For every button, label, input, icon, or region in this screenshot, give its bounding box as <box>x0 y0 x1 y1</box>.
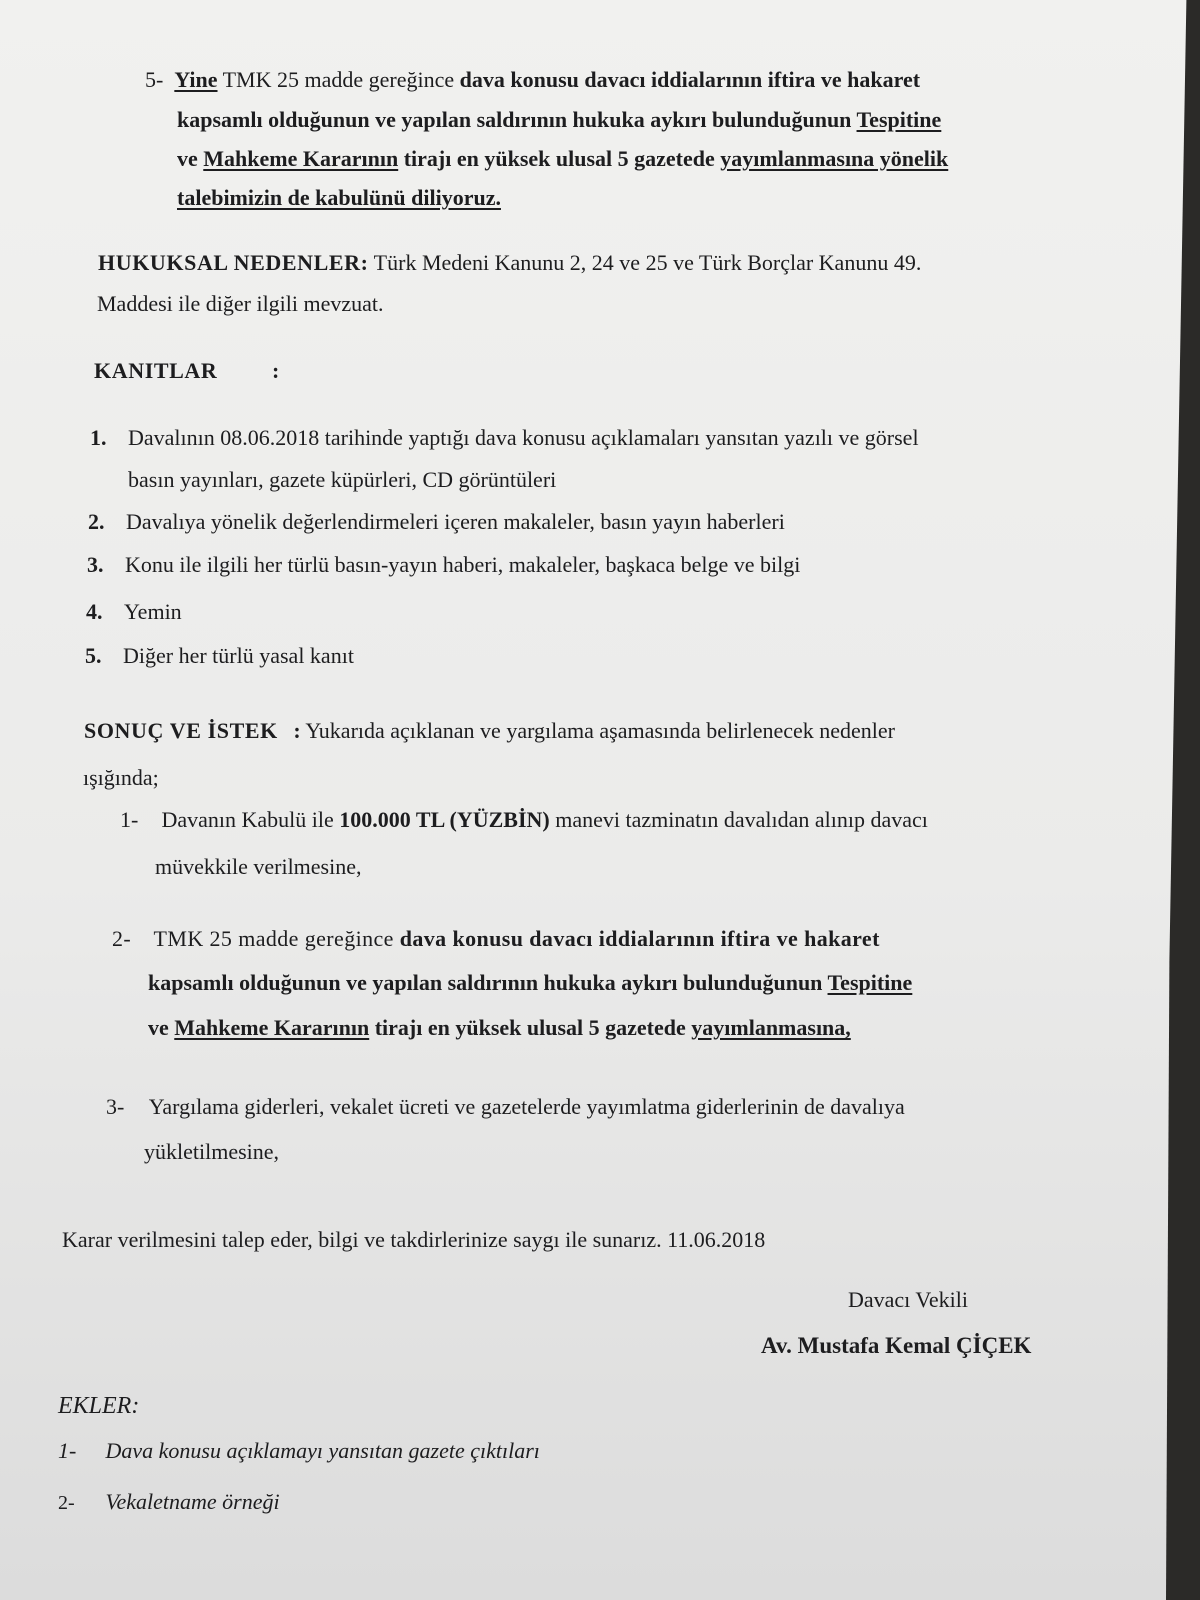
item5-l3-ve: ve <box>177 146 204 171</box>
item5-line1 <box>145 66 920 94</box>
result-request-3-number: 3- <box>106 1094 125 1119</box>
result-request-2-line3 <box>148 1014 851 1042</box>
legal-reasons-text: Türk Medeni Kanunu 2, 24 ve 25 ve Türk Borçlar Kanunu 49. <box>368 250 922 275</box>
item5-l1-bold: dava konusu davacı iddialarının iftira ve hakaret <box>459 67 921 92</box>
result-request-1 <box>120 806 928 834</box>
signature-name: Av. Mustafa Kemal ÇİÇEK <box>761 1333 1032 1358</box>
legal-reasons-line1 <box>98 249 921 277</box>
evidence-item-2-text: Davalıya yönelik değerlendirmeleri içeren makaleler, basın yayın haberleri <box>126 509 785 534</box>
result-request-1-cont: müvekkile verilmesine, <box>155 854 362 879</box>
result-text: Yukarıda açıklanan ve yargılama aşamasında belirlenecek nedenler <box>300 718 896 743</box>
closing-statement: Karar verilmesini talep eder, bilgi ve takdirlerinize saygı ile sunarız. 11.06.2018 <box>62 1227 766 1252</box>
item5-mahkeme: Mahkeme Kararının <box>203 146 399 171</box>
result-request-3-cont: yükletilmesine, <box>144 1139 280 1164</box>
result-request-1-amount: 100.000 TL (YÜZBİN) <box>339 807 550 832</box>
result-request-2-line1 <box>112 925 880 953</box>
evidence-item-1-number: 1. <box>90 425 107 450</box>
evidence-item-5-number: 5. <box>85 643 102 668</box>
result-request-2-mahkeme: Mahkeme Kararının <box>174 1015 370 1040</box>
legal-reasons-line2: Maddesi ile diğer ilgili mevzuat. <box>97 291 384 316</box>
attachment-item-1-text: Dava konusu açıklamayı yansıtan gazete çıktıları <box>105 1438 540 1463</box>
evidence-item-3-text: Konu ile ilgili her türlü basın-yayın haberi, makaleler, başkaca belge ve bilgi <box>125 552 801 577</box>
item5-l1-text: TMK 25 madde gereğince <box>217 67 460 92</box>
evidence-item-2-number: 2. <box>88 509 105 534</box>
result-request-3 <box>106 1093 905 1121</box>
evidence-heading <box>94 357 280 385</box>
item5-l3-text: tirajı en yüksek ulusal 5 gazetede <box>398 146 721 171</box>
signature-role: Davacı Vekili <box>848 1287 968 1312</box>
result-request-2-l2-text: kapsamlı olduğunun ve yapılan saldırının hukuka aykırı bulunduğunun <box>148 970 828 995</box>
item5-line4: talebimizin de kabulünü diliyoruz. <box>177 185 501 210</box>
evidence-item-1 <box>90 424 919 452</box>
evidence-item-2 <box>88 508 785 536</box>
result-request-2-l3-text: tirajı en yüksek ulusal 5 gazetede <box>369 1015 692 1040</box>
item5-yayimlanmasina: yayımlanmasına yönelik <box>720 146 949 171</box>
evidence-item-3 <box>87 551 801 579</box>
item5-line3 <box>177 145 948 173</box>
evidence-label: KANITLAR <box>94 358 218 383</box>
result-request-1-text-a: Davanın Kabulü ile <box>161 807 340 832</box>
evidence-item-1-cont: basın yayınları, gazete küpürleri, CD görüntüleri <box>128 467 557 492</box>
result-request-2-yayimlanmasina: yayımlanmasına, <box>691 1015 851 1040</box>
result-label: SONUÇ VE İSTEK <box>84 718 278 743</box>
result-request-3-text: Yargılama giderleri, vekalet ücreti ve gazetelerde yayımlatma giderlerinin de davalıya <box>148 1094 905 1119</box>
evidence-colon: : <box>272 358 280 383</box>
item5-yine: Yine <box>174 67 218 92</box>
attachment-item-2-number: 2- <box>58 1492 75 1514</box>
result-request-2-tespitine: Tespitine <box>827 970 913 995</box>
attachment-item-2-text: Vekaletname örneği <box>105 1489 280 1514</box>
attachment-item-1-number: 1- <box>58 1438 77 1463</box>
result-request-2-l3-ve: ve <box>148 1015 175 1040</box>
attachment-item-2 <box>58 1488 280 1517</box>
result-line2: ışığında; <box>83 765 159 790</box>
evidence-item-1-text: Davalının 08.06.2018 tarihinde yaptığı dava konusu açıklamaları yansıtan yazılı ve görsel <box>128 425 919 450</box>
evidence-item-4-number: 4. <box>86 599 103 624</box>
result-request-1-number: 1- <box>120 807 139 832</box>
evidence-item-4-text: Yemin <box>124 599 182 624</box>
evidence-item-5-text: Diğer her türlü yasal kanıt <box>123 643 354 668</box>
result-request-2-text-b: dava konusu davacı iddialarının iftira ve hakaret <box>399 926 880 951</box>
item5-number: 5- <box>145 67 164 92</box>
legal-reasons-label: HUKUKSAL NEDENLER: <box>98 250 369 275</box>
item5-tespitine: Tespitine <box>856 107 942 132</box>
evidence-item-5 <box>85 642 354 670</box>
item5-l2-text: kapsamlı olduğunun ve yapılan saldırının hukuka aykırı bulunduğunun <box>177 107 857 132</box>
result-line1 <box>84 717 895 745</box>
result-colon: : <box>293 718 301 743</box>
attachments-heading: EKLER: <box>58 1393 140 1419</box>
result-request-2-number: 2- <box>112 926 132 951</box>
result-request-2-text-a: TMK 25 madde gereğince <box>153 926 400 951</box>
evidence-item-3-number: 3. <box>87 552 104 577</box>
result-request-2-line2 <box>148 969 912 997</box>
result-request-1-text-c: manevi tazminatın davalıdan alınıp davacı <box>549 807 928 832</box>
evidence-item-4 <box>86 598 182 626</box>
attachment-item-1 <box>58 1437 540 1465</box>
item5-line2 <box>177 106 941 134</box>
